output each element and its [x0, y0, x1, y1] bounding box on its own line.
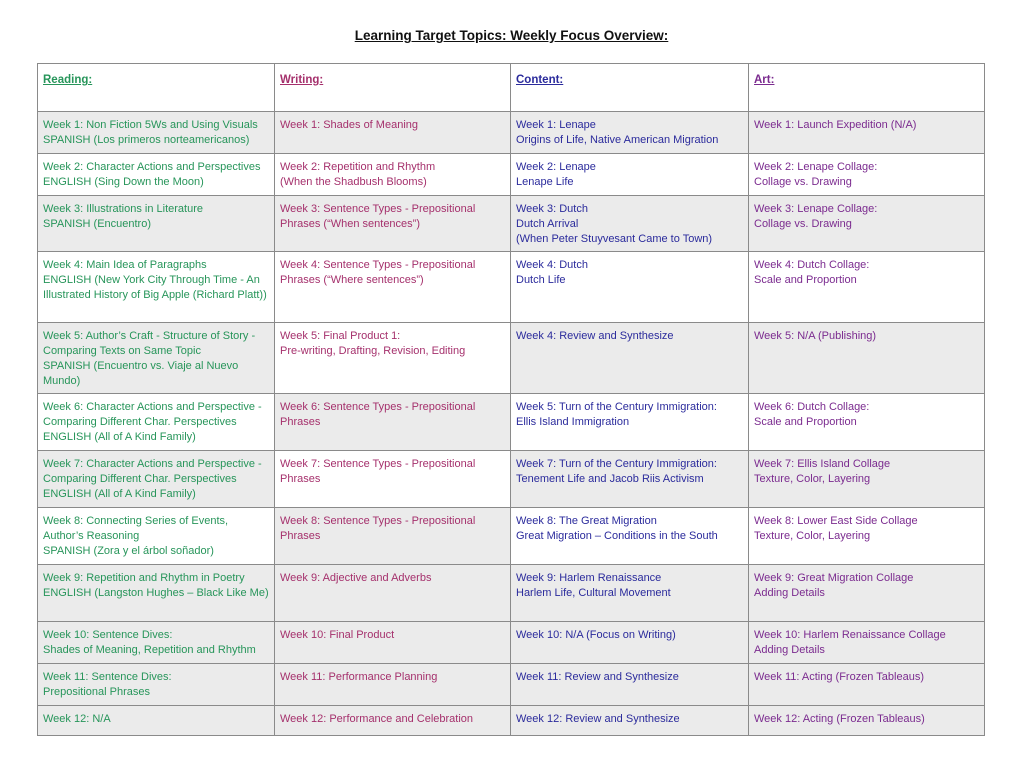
table-row — [38, 508, 985, 565]
header-writing-label: Writing: — [280, 74, 324, 86]
art-cell: Week 8: Lower East Side Collage Texture, Color, Layering — [749, 508, 985, 565]
table-row — [38, 394, 985, 451]
writing-cell: Week 11: Performance Planning — [275, 664, 511, 706]
content-cell: Week 2: Lenape Lenape Life — [511, 154, 749, 196]
art-cell: Week 3: Lenape Collage: Collage vs. Drawing — [749, 196, 985, 252]
content-cell: Week 12: Review and Synthesize — [511, 706, 749, 736]
reading-cell: Week 11: Sentence Dives: Prepositional Phrases — [38, 664, 275, 706]
content-cell: Week 4: Dutch Dutch Life — [511, 252, 749, 323]
art-cell: Week 6: Dutch Collage: Scale and Proportion — [749, 394, 985, 451]
reading-cell: Week 3: Illustrations in Literature SPANISH (Encuentro) — [38, 196, 275, 252]
art-cell: Week 2: Lenape Collage: Collage vs. Drawing — [749, 154, 985, 196]
reading-cell: Week 4: Main Idea of Paragraphs ENGLISH (New York City Through Time - An Illustrated History of Big Apple (Richard Platt)) — [38, 252, 275, 323]
content-cell: Week 1: Lenape Origins of Life, Native American Migration — [511, 112, 749, 154]
page-title-text: Learning Target Topics: Weekly Focus Overview: — [354, 28, 669, 43]
art-cell: Week 1: Launch Expedition (N/A) — [749, 112, 985, 154]
writing-cell: Week 7: Sentence Types - Prepositional Phrases — [275, 451, 511, 508]
reading-cell: Week 2: Character Actions and Perspectives ENGLISH (Sing Down the Moon) — [38, 154, 275, 196]
reading-cell: Week 9: Repetition and Rhythm in Poetry ENGLISH (Langston Hughes – Black Like Me) — [38, 565, 275, 622]
header-art-label: Art: — [754, 74, 775, 86]
art-cell: Week 7: Ellis Island Collage Texture, Color, Layering — [749, 451, 985, 508]
art-cell: Week 5: N/A (Publishing) — [749, 323, 985, 394]
table-row — [38, 112, 985, 154]
table-row — [38, 451, 985, 508]
reading-cell: Week 12: N/A — [38, 706, 275, 736]
reading-cell: Week 8: Connecting Series of Events, Author’s Reasoning SPANISH (Zora y el árbol soñador) — [38, 508, 275, 565]
page-title — [0, 28, 1023, 43]
header-writing — [275, 64, 511, 112]
art-cell: Week 10: Harlem Renaissance Collage Adding Details — [749, 622, 985, 664]
writing-cell: Week 1: Shades of Meaning — [275, 112, 511, 154]
reading-cell: Week 6: Character Actions and Perspective - Comparing Different Char. Perspectives ENGLISH (All of A Kind Family) — [38, 394, 275, 451]
reading-cell: Week 10: Sentence Dives: Shades of Meaning, Repetition and Rhythm — [38, 622, 275, 664]
content-cell: Week 8: The Great Migration Great Migration – Conditions in the South — [511, 508, 749, 565]
content-cell: Week 7: Turn of the Century Immigration: Tenement Life and Jacob Riis Activism — [511, 451, 749, 508]
art-cell: Week 4: Dutch Collage: Scale and Proportion — [749, 252, 985, 323]
writing-cell: Week 10: Final Product — [275, 622, 511, 664]
table-row — [38, 323, 985, 394]
table-row — [38, 196, 985, 252]
header-reading-label: Reading: — [43, 74, 93, 86]
art-cell: Week 12: Acting (Frozen Tableaus) — [749, 706, 985, 736]
table-row — [38, 565, 985, 622]
table-row — [38, 154, 985, 196]
writing-cell: Week 12: Performance and Celebration — [275, 706, 511, 736]
writing-cell: Week 8: Sentence Types - Prepositional Phrases — [275, 508, 511, 565]
art-cell: Week 11: Acting (Frozen Tableaus) — [749, 664, 985, 706]
writing-cell: Week 2: Repetition and Rhythm (When the Shadbush Blooms) — [275, 154, 511, 196]
writing-cell: Week 4: Sentence Types - Prepositional Phrases (“Where sentences”) — [275, 252, 511, 323]
reading-cell: Week 1: Non Fiction 5Ws and Using Visuals SPANISH (Los primeros norteamericanos) — [38, 112, 275, 154]
writing-cell: Week 3: Sentence Types - Prepositional Phrases (“When sentences”) — [275, 196, 511, 252]
header-content-label: Content: — [516, 74, 564, 86]
writing-cell: Week 9: Adjective and Adverbs — [275, 565, 511, 622]
table-row — [38, 622, 985, 664]
writing-cell: Week 5: Final Product 1: Pre-writing, Drafting, Revision, Editing — [275, 323, 511, 394]
content-cell: Week 10: N/A (Focus on Writing) — [511, 622, 749, 664]
header-reading — [38, 64, 275, 112]
content-cell: Week 11: Review and Synthesize — [511, 664, 749, 706]
table-row — [38, 252, 985, 323]
weekly-focus-table — [37, 63, 985, 736]
content-cell: Week 5: Turn of the Century Immigration: Ellis Island Immigration — [511, 394, 749, 451]
writing-cell: Week 6: Sentence Types - Prepositional Phrases — [275, 394, 511, 451]
art-cell: Week 9: Great Migration Collage Adding Details — [749, 565, 985, 622]
content-cell: Week 4: Review and Synthesize — [511, 323, 749, 394]
header-content — [511, 64, 749, 112]
table-row — [38, 664, 985, 706]
content-cell: Week 3: Dutch Dutch Arrival (When Peter Stuyvesant Came to Town) — [511, 196, 749, 252]
table-header-row — [38, 64, 985, 112]
content-cell: Week 9: Harlem Renaissance Harlem Life, Cultural Movement — [511, 565, 749, 622]
header-art — [749, 64, 985, 112]
table-row — [38, 706, 985, 736]
reading-cell: Week 5: Author’s Craft - Structure of Story - Comparing Texts on Same Topic SPANISH (Encuentro vs. Viaje al Nuevo Mundo) — [38, 323, 275, 394]
reading-cell: Week 7: Character Actions and Perspective - Comparing Different Char. Perspectives ENGLISH (All of A Kind Family) — [38, 451, 275, 508]
